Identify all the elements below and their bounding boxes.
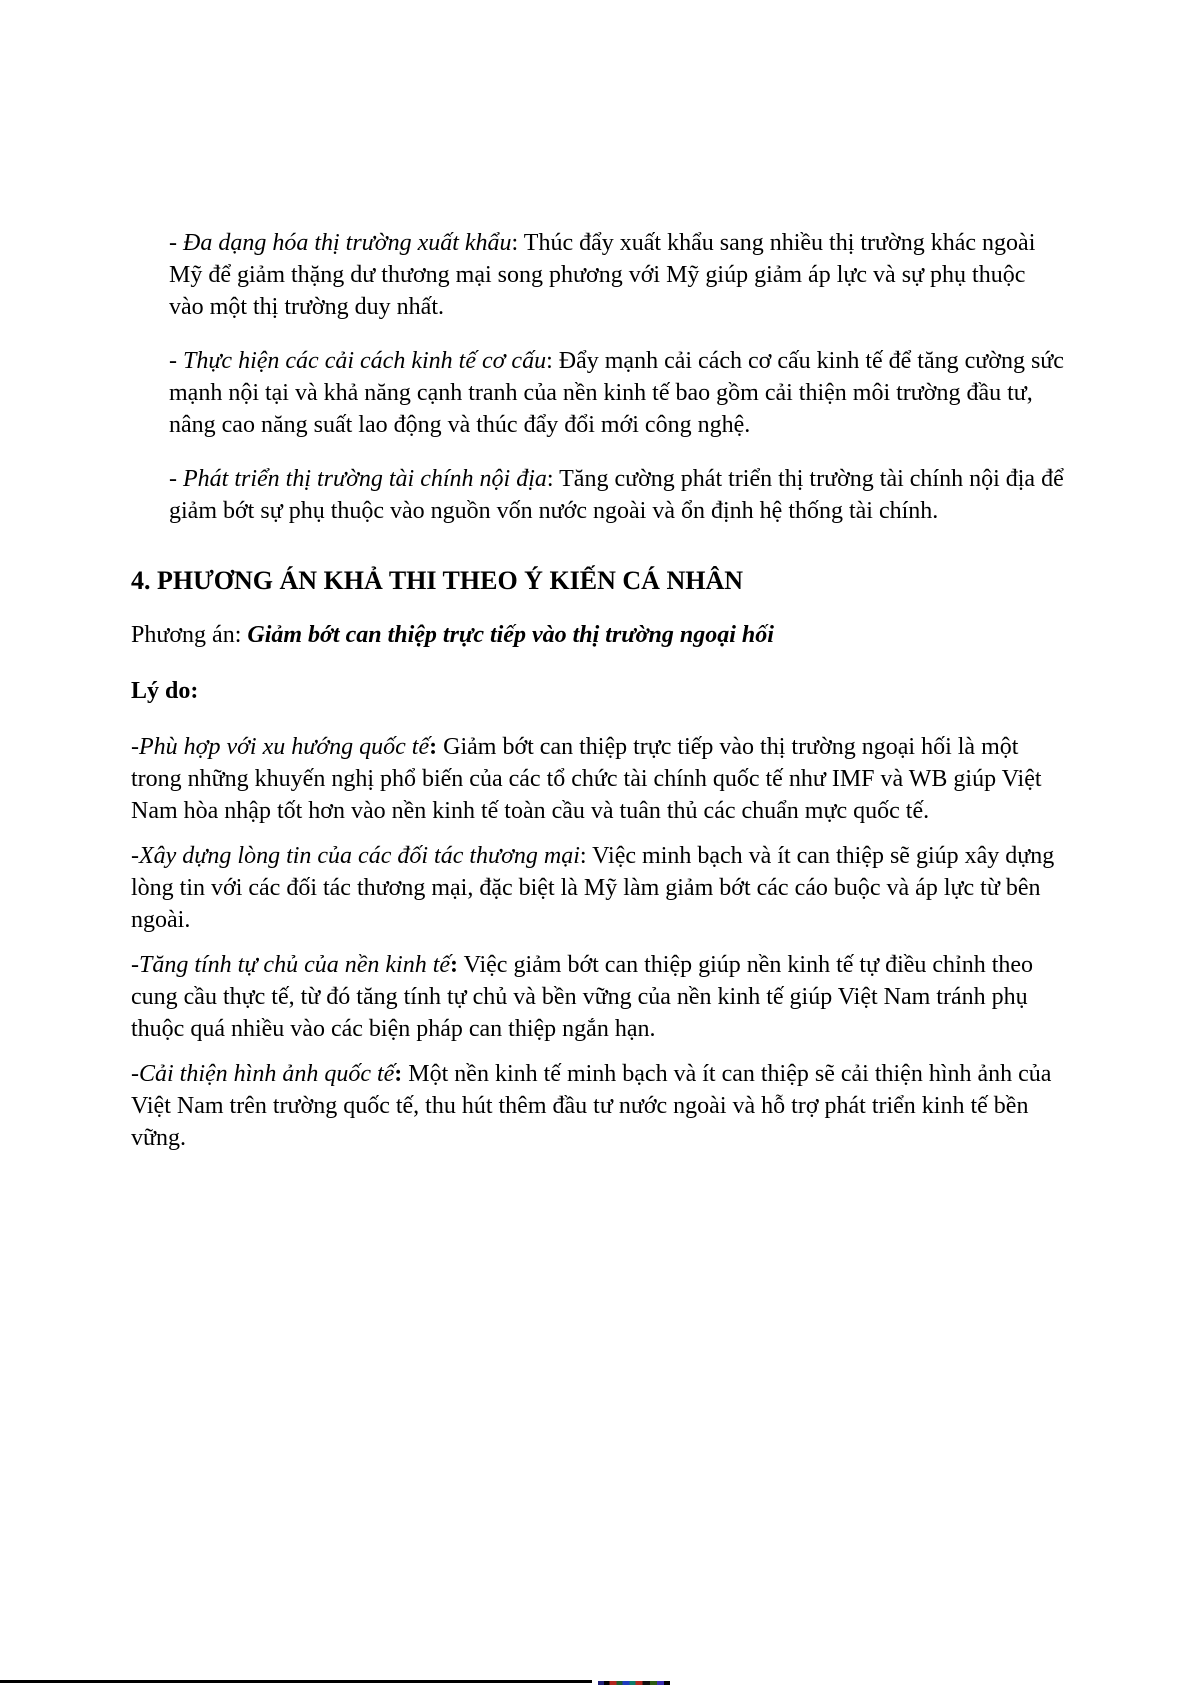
reason-colon: : (429, 734, 438, 760)
bullet-label: - Phát triển thị trường tài chính nội địa (169, 466, 547, 492)
reason-paragraph (131, 731, 1064, 827)
bullet-colon: : (511, 230, 519, 256)
reason-text: Việc minh bạch và ít can thiệp sẽ giúp xây dựng lòng tin với các đối tác thương mại, đặc biệt là Mỹ làm giảm bớt các cáo buộc và áp lực từ bên ngoài. (131, 843, 1055, 933)
bullet-text: Đẩy mạnh cải cách cơ cấu kinh tế để tăng cường sức mạnh nội tại và khả năng cạnh tranh của nền kinh tế bao gồm cải thiện môi trường đầu tư, nâng cao năng suất lao động và thúc đẩy đổi mới công nghệ. (169, 348, 1064, 438)
bullet-label: - Thực hiện các cải cách kinh tế cơ cấu (169, 348, 547, 374)
reason-colon: : (579, 843, 587, 869)
reason-text: Giảm bớt can thiệp trực tiếp vào thị trường ngoại hối là một trong những khuyến nghị phổ biến của các tổ chức tài chính quốc tế như IMF và WB giúp Việt Nam hòa nhập tốt hơn vào nền kinh tế toàn cầu và tuân thủ các chuẩn mực quốc tế. (131, 734, 1042, 824)
proposal-prefix: Phương án: (131, 622, 248, 648)
bottom-color-strip (598, 1681, 670, 1685)
bullet-colon: : (546, 466, 554, 492)
section-heading: 4. PHƯƠNG ÁN KHẢ THI THEO Ý KIẾN CÁ NHÂN (131, 566, 744, 595)
reason-colon: : (450, 952, 459, 978)
reasons-label: Lý do: (131, 678, 199, 704)
reason-label: -Xây dựng lòng tin của các đối tác thương mại (131, 843, 580, 869)
proposal-line (131, 619, 1064, 651)
bullet-colon: : (546, 348, 553, 374)
bullet-paragraph (131, 463, 1064, 527)
reason-text: Việc giảm bớt can thiệp giúp nền kinh tế tự điều chỉnh theo cung cầu thực tế, từ đó tăng tính tự chủ và bền vững của nền kinh tế giúp Việt Nam tránh phụ thuộc quá nhiều vào các biện pháp can thiệp ngắn hạn. (131, 952, 1034, 1042)
reason-paragraph (131, 1058, 1064, 1154)
reason-paragraph (131, 949, 1064, 1045)
intro-section (131, 227, 1064, 527)
bullet-text: Thúc đẩy xuất khẩu sang nhiều thị trường khác ngoài Mỹ để giảm thặng dư thương mại song phương với Mỹ giúp giảm áp lực và sự phụ thuộc vào một thị trường duy nhất. (169, 230, 1036, 320)
bullet-paragraph (131, 227, 1064, 323)
bullet-text: Tăng cường phát triển thị trường tài chính nội địa để giảm bớt sự phụ thuộc vào nguồn vốn nước ngoài và ổn định hệ thống tài chính. (169, 466, 1064, 524)
bottom-border-line (0, 1680, 592, 1683)
reason-label: -Phù hợp với xu hướng quốc tế (131, 734, 430, 760)
reason-paragraph (131, 840, 1064, 936)
document-body (131, 227, 1064, 1167)
bullet-label: - Đa dạng hóa thị trường xuất khẩu (169, 230, 512, 256)
reason-colon: : (394, 1061, 403, 1087)
bullet-paragraph (131, 345, 1064, 441)
reason-label: -Cải thiện hình ảnh quốc tế (131, 1061, 395, 1087)
proposal-highlight: Giảm bớt can thiệp trực tiếp vào thị trường ngoại hối (247, 622, 774, 648)
reason-text: Một nền kinh tế minh bạch và ít can thiệp sẽ cải thiện hình ảnh của Việt Nam trên trường quốc tế, thu hút thêm đầu tư nước ngoài và hỗ trợ phát triển kinh tế bền vững. (131, 1061, 1052, 1151)
reason-label: -Tăng tính tự chủ của nền kinh tế (131, 952, 451, 978)
